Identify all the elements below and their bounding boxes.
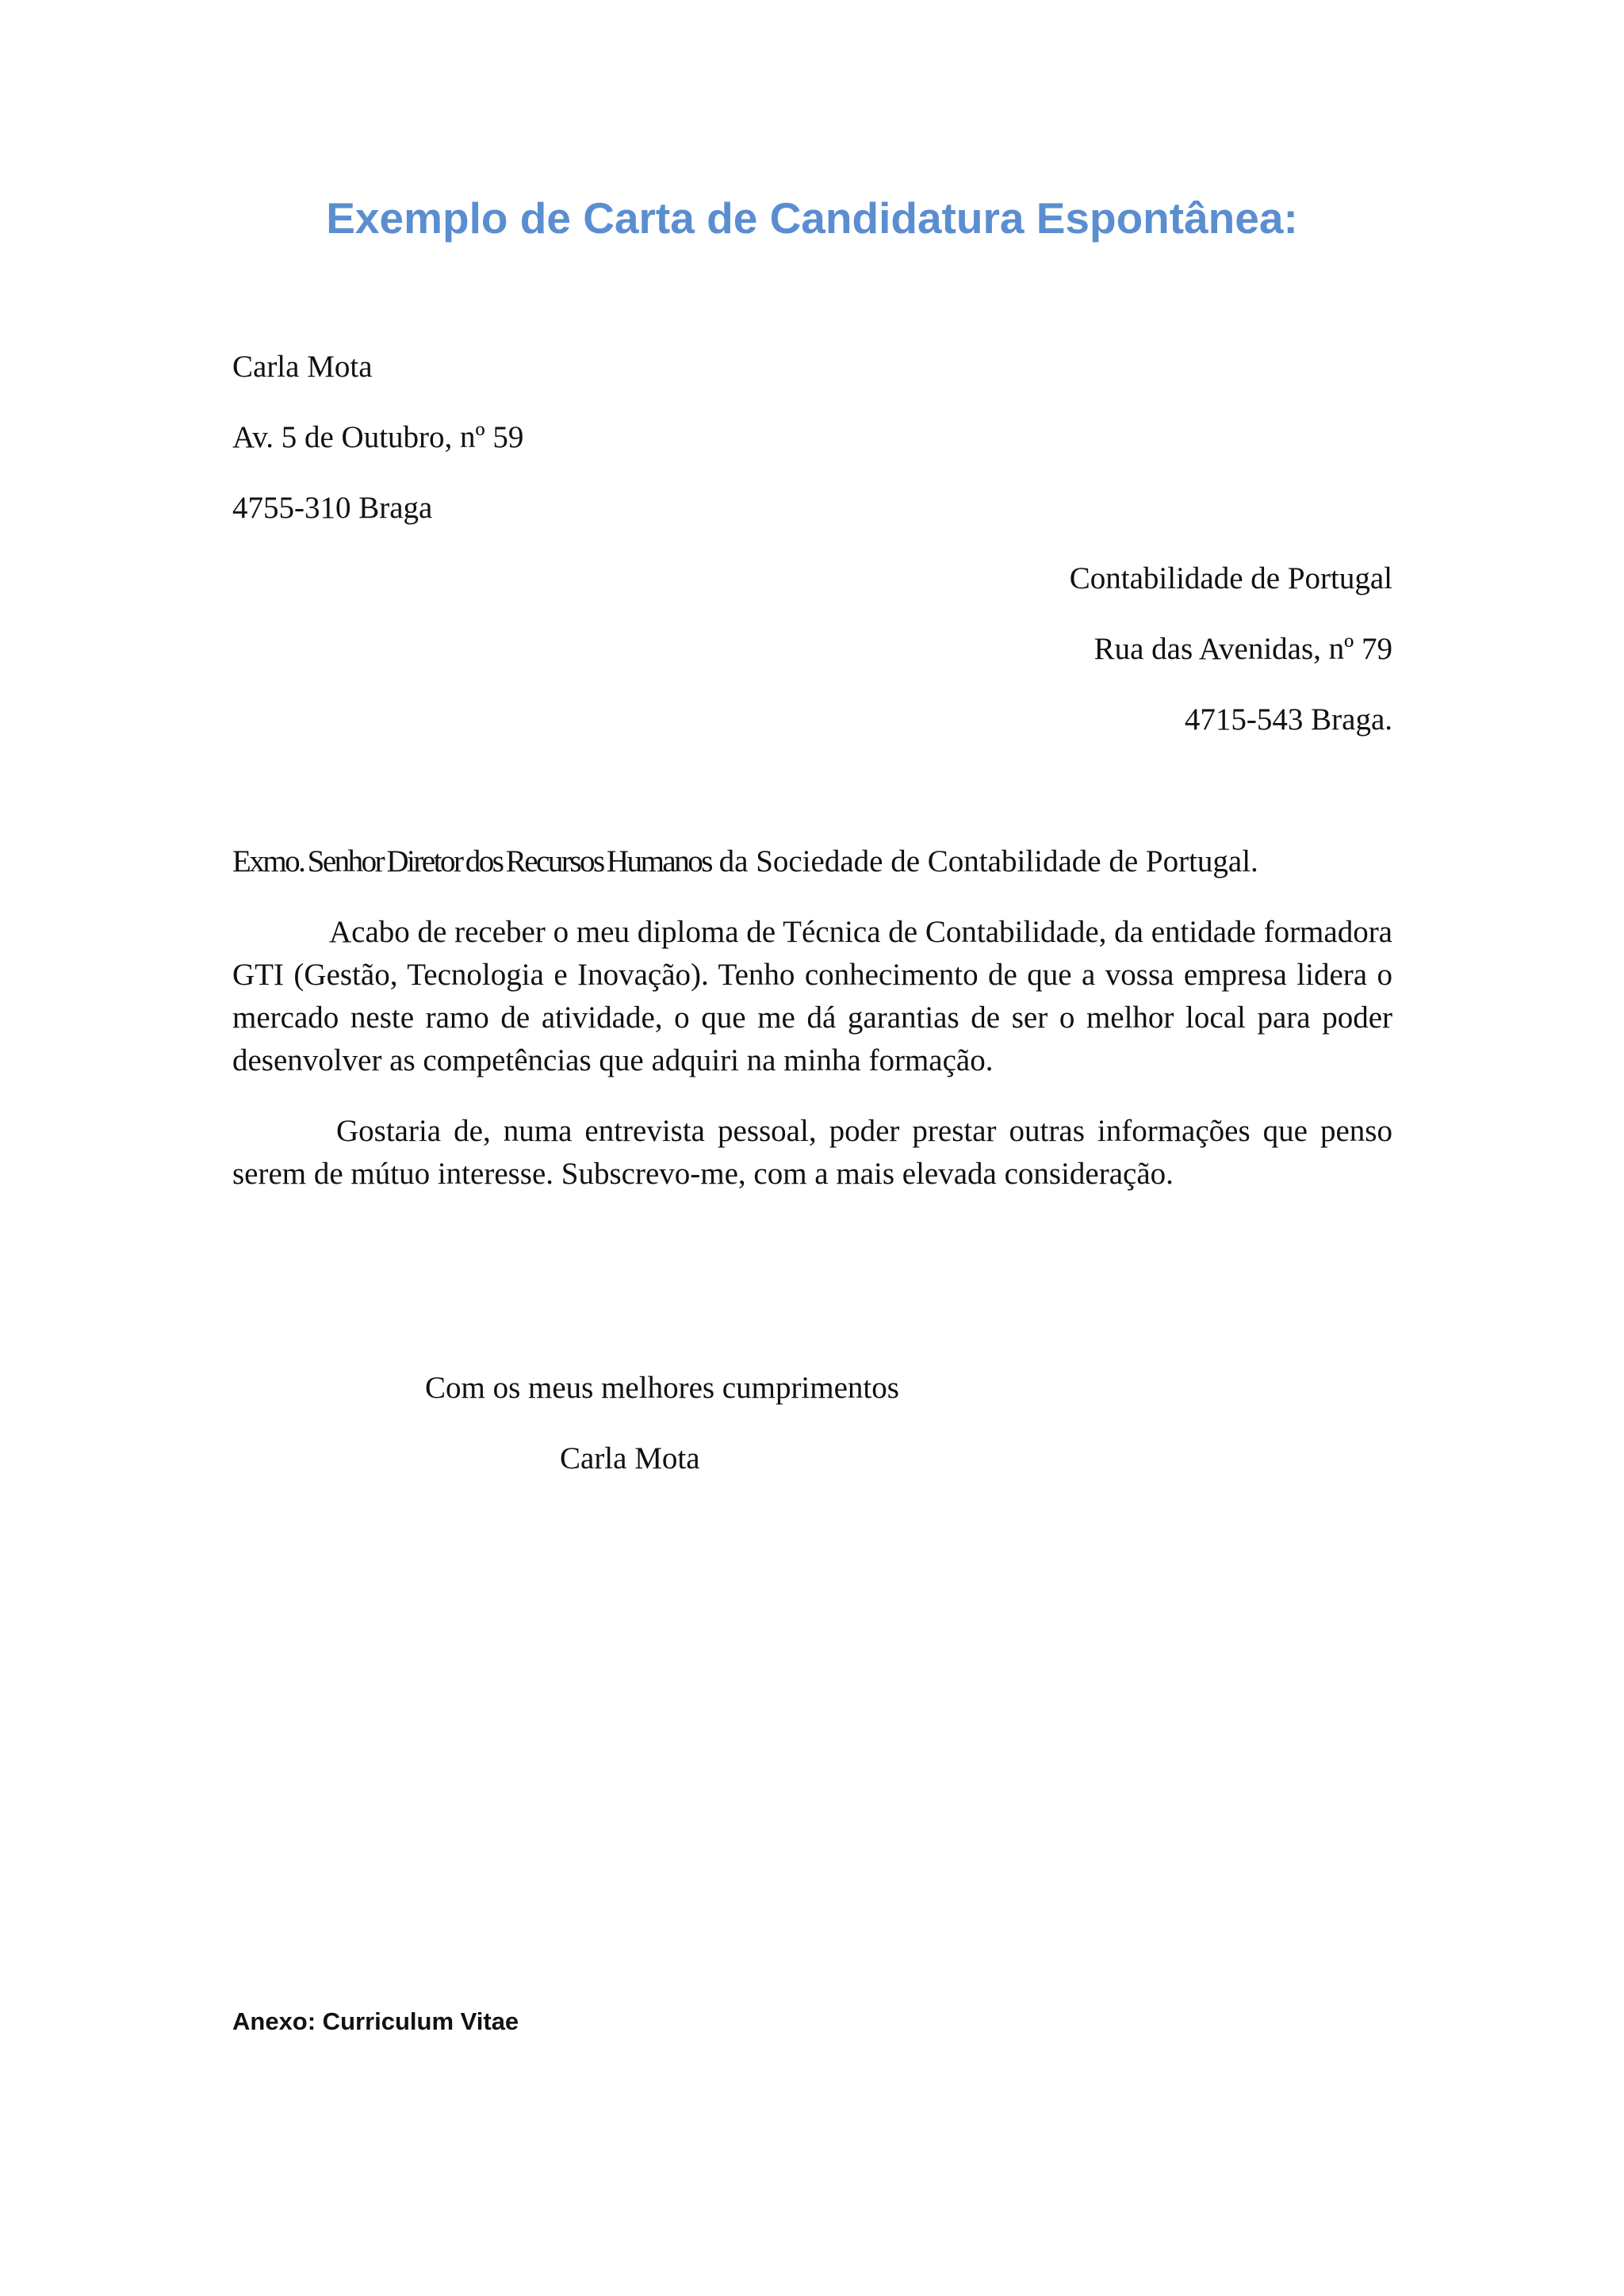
annex-note: Anexo: Curriculum Vitae bbox=[232, 2007, 519, 2035]
page-title: Exemplo de Carta de Candidatura Espontânea: bbox=[326, 193, 1298, 243]
body-paragraph bbox=[232, 1110, 1392, 1196]
sender-street: Av. 5 de Outubro, nº 59 bbox=[232, 420, 524, 454]
signature: Carla Mota bbox=[560, 1441, 700, 1475]
closing: Com os meus melhores cumprimentos bbox=[425, 1371, 899, 1405]
body-paragraph bbox=[232, 911, 1392, 1082]
recipient-street: Rua das Avenidas, nº 79 bbox=[1094, 632, 1392, 666]
body-paragraph-text: Acabo de receber o meu diploma de Técnica de Contabilidade, da entidade formadora GTI (Gestão, Tecnologia e Inovação). Tenho conhecimento de que a vossa empresa lidera o mercado neste ramo de atividade, o que me dá garantias de ser o melhor local para poder desenvolver as competências que adquiri na minha formação. bbox=[232, 915, 1392, 1077]
sender-name: Carla Mota bbox=[232, 350, 373, 384]
recipient-postal-city: 4715-543 Braga. bbox=[1184, 702, 1392, 737]
salutation bbox=[232, 840, 1258, 883]
salutation-lead: Exmo. Senhor Diretor dos Recursos Humanos bbox=[232, 844, 711, 878]
recipient-company: Contabilidade de Portugal bbox=[1069, 561, 1392, 595]
salutation-rest: da Sociedade de Contabilidade de Portugal. bbox=[710, 844, 1258, 878]
body-paragraph-text: Gostaria de, numa entrevista pessoal, poder prestar outras informações que penso serem de mútuo interesse. Subscrevo-me, com a mais elevada consideração. bbox=[232, 1114, 1392, 1191]
sender-postal-city: 4755-310 Braga bbox=[232, 491, 433, 525]
